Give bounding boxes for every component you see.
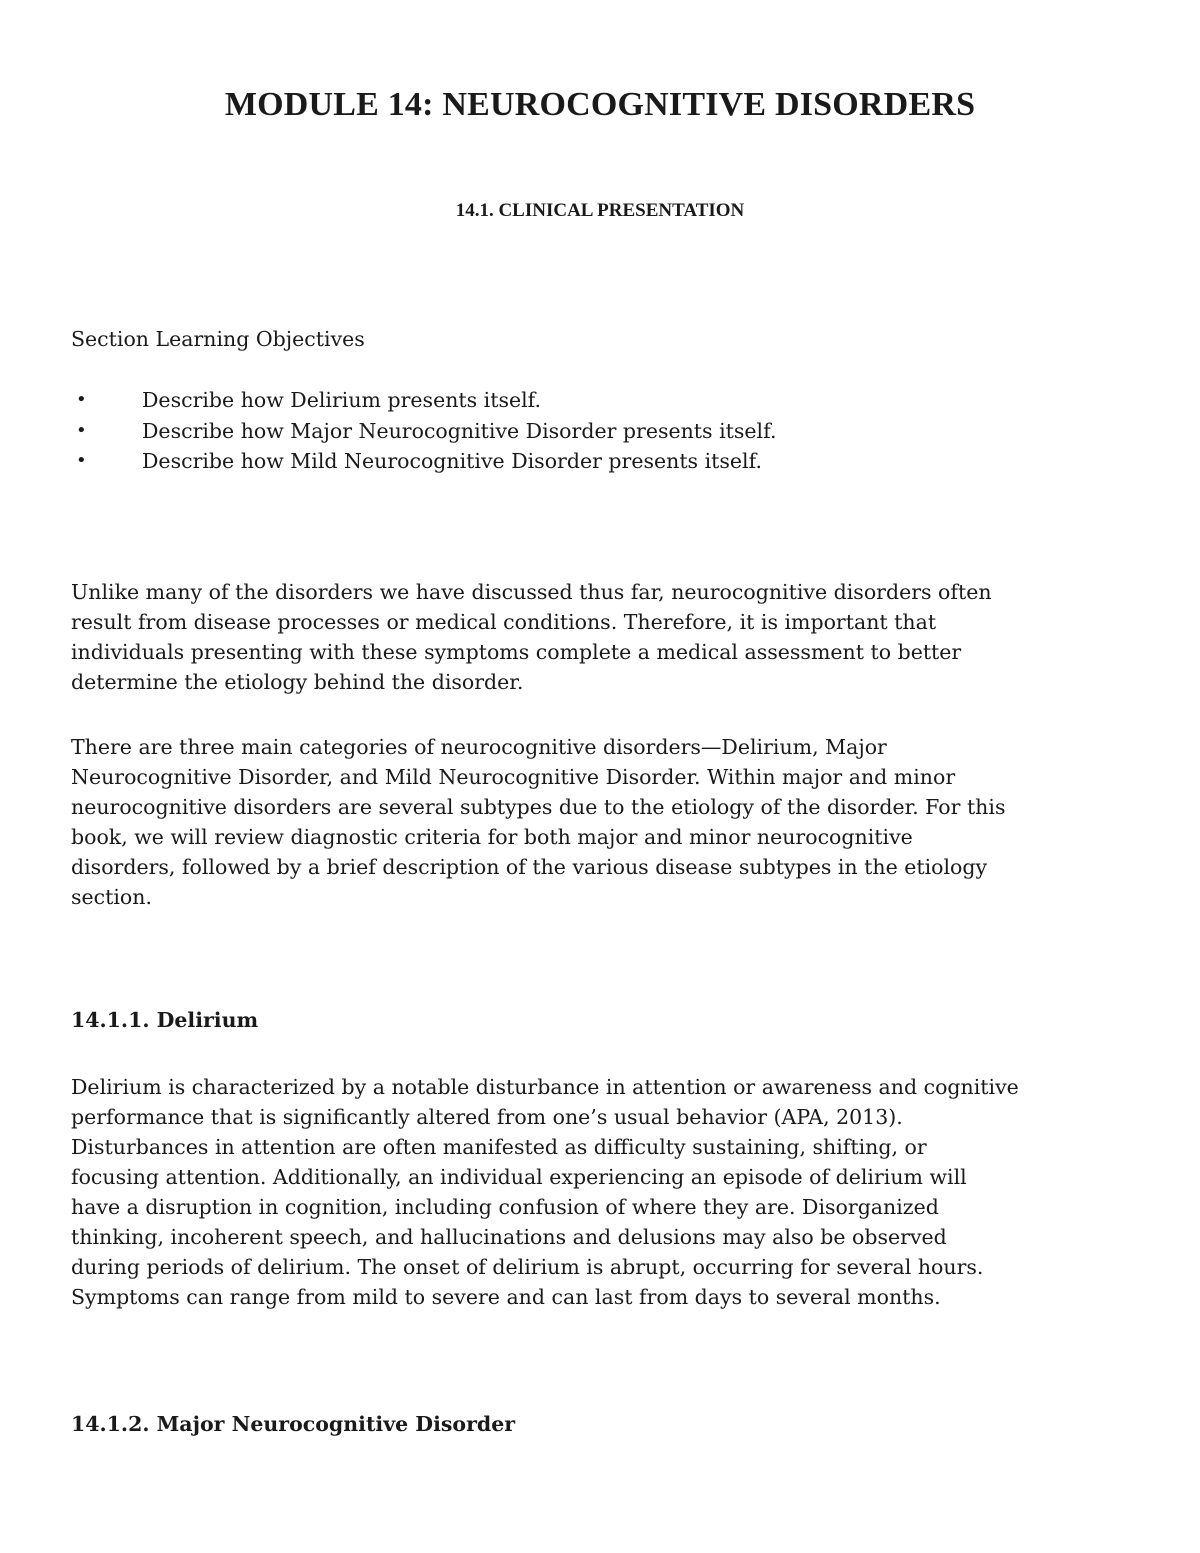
- major-ncd-heading: 14.1.2. Major Neurocognitive Disorder: [71, 1412, 516, 1436]
- paragraph-line: individuals presenting with these symptoms complete a medical assessment to better: [71, 640, 962, 664]
- paragraph-line: Symptoms can range from mild to severe and can last from days to several months.: [71, 1285, 941, 1309]
- paragraph-line: determine the etiology behind the disorder.: [71, 670, 524, 694]
- delirium-heading: 14.1.1. Delirium: [71, 1008, 259, 1032]
- paragraph-line: There are three main categories of neurocognitive disorders—Delirium, Major: [71, 735, 887, 759]
- paragraph-line: Neurocognitive Disorder, and Mild Neurocognitive Disorder. Within major and minor: [71, 765, 956, 789]
- paragraph-line: Delirium is characterized by a notable disturbance in attention or awareness and cognitive: [71, 1075, 1019, 1099]
- objective-item: [71, 446, 776, 477]
- module-title: MODULE 14: NEUROCOGNITIVE DISORDERS: [224, 86, 976, 123]
- section-title: 14.1. CLINICAL PRESENTATION: [455, 200, 745, 221]
- objective-text: Describe how Mild Neurocognitive Disorder presents itself.: [142, 449, 762, 473]
- paragraph-line: Unlike many of the disorders we have discussed thus far, neurocognitive disorders often: [71, 580, 992, 604]
- categories-paragraph: [71, 732, 1131, 912]
- paragraph-line: book, we will review diagnostic criteria for both major and minor neurocognitive: [71, 825, 913, 849]
- objective-text: Describe how Delirium presents itself.: [142, 388, 542, 412]
- paragraph-line: Disturbances in attention are often manifested as difficulty sustaining, shifting, or: [71, 1135, 927, 1159]
- paragraph-line: disorders, followed by a brief description of the various disease subtypes in the etiology: [71, 855, 988, 879]
- paragraph-line: have a disruption in cognition, including confusion of where they are. Disorganized: [71, 1195, 939, 1219]
- paragraph-line: focusing attention. Additionally, an individual experiencing an episode of delirium will: [71, 1165, 967, 1189]
- objective-text: Describe how Major Neurocognitive Disorder presents itself.: [142, 418, 777, 443]
- intro-paragraph: [71, 577, 1131, 697]
- paragraph-line: thinking, incoherent speech, and hallucinations and delusions may also be observed: [71, 1225, 947, 1249]
- delirium-paragraph: [71, 1072, 1131, 1312]
- objective-item: [71, 416, 776, 447]
- paragraph-line: section.: [71, 885, 152, 909]
- paragraph-line: performance that is significantly altered from one’s usual behavior (APA, 2013).: [71, 1105, 903, 1129]
- paragraph-line: neurocognitive disorders are several subtypes due to the etiology of the disorder. For this: [71, 795, 1006, 819]
- paragraph-line: during periods of delirium. The onset of delirium is abrupt, occurring for several hours.: [71, 1255, 984, 1279]
- bullet-icon: •: [76, 419, 87, 441]
- paragraph-line: result from disease processes or medical conditions. Therefore, it is important that: [71, 610, 937, 634]
- bullet-icon: •: [76, 389, 87, 410]
- objectives-heading: Section Learning Objectives: [71, 327, 365, 351]
- bullet-icon: •: [76, 450, 87, 471]
- objectives-list: [71, 385, 776, 477]
- objective-item: [71, 385, 776, 416]
